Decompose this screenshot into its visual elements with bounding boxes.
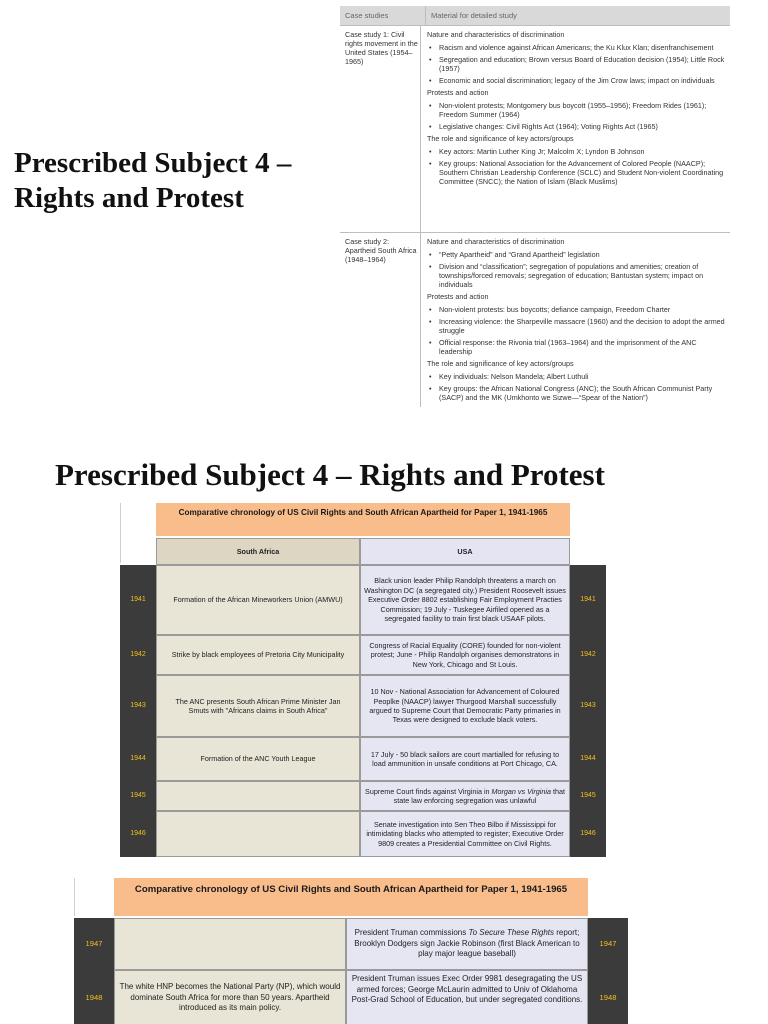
year-cell: 1944 xyxy=(570,737,606,781)
list-item: • Segregation and education; Brown versus Board of Education decision (1954); Little Rock (1957) xyxy=(427,55,726,73)
bullet-list xyxy=(427,372,726,402)
case-name: Morgan vs Virginia xyxy=(491,786,551,796)
case-study-label: Case study 2: Apartheid South Africa (1948–1964) xyxy=(340,233,421,407)
year-cell: 1942 xyxy=(570,635,606,675)
header-case-studies: Case studies xyxy=(340,6,426,25)
subheading: Nature and characteristics of discrimination xyxy=(427,237,565,246)
usa-event: 10 Nov - National Association for Advancement of Coloured Peoplke (NAACP) lawyer Thurgood Marshall successfully argued to Supreme Court that Democratic Party primaries in Texas were designed to exclude black voters. xyxy=(360,675,570,737)
list-item: • Economic and social discrimination; legacy of the Jim Crow laws; impact on individuals xyxy=(427,76,726,85)
list-item: • Non-violent protests: bus boycotts; defiance campaign, Freedom Charter xyxy=(427,305,726,314)
list-item: • “Petty Apartheid” and “Grand Apartheid” legislation xyxy=(427,250,726,259)
subheading: The role and significance of key actors/groups xyxy=(427,359,574,368)
year-cell: 1946 xyxy=(120,811,156,857)
year-cell: 1945 xyxy=(570,781,606,811)
case-study-material xyxy=(421,26,730,232)
list-item: • Division and “classification”; segregation of populations and amenities; creation of townships/forced removals; segregation of education; Bantustan system; impact on individuals xyxy=(427,262,726,289)
year-cell: 1948 xyxy=(74,970,114,1024)
year-cell: 1948 xyxy=(588,970,628,1024)
south-africa-event: Formation of the ANC Youth League xyxy=(156,737,360,781)
chronology-table-1 xyxy=(120,503,606,857)
slide2-title: Prescribed Subject 4 – Rights and Protest xyxy=(55,457,605,492)
usa-event xyxy=(346,918,588,970)
list-item: • Increasing violence: the Sharpeville massacre (1960) and the decision to adopt the armed struggle xyxy=(427,317,726,335)
subheading: The role and significance of key actors/groups xyxy=(427,134,574,143)
subheading: Protests and action xyxy=(427,88,489,97)
list-item: • Non-violent protests; Montgomery bus boycott (1955–1956); Freedom Rides (1961); Freedom Summer (1964) xyxy=(427,101,726,119)
list-item: • Key groups: the African National Congress (ANC); the South African Communist Party (SACP) and the MK (Umkhonto we Sizwe—“Spear of the Nation”) xyxy=(427,384,726,402)
year-cell: 1947 xyxy=(74,918,114,970)
year-cell: 1947 xyxy=(588,918,628,970)
south-africa-event xyxy=(156,781,360,811)
column-header-south-africa: South Africa xyxy=(156,538,360,565)
report-title: To Secure These Rights xyxy=(468,928,554,938)
case-study-label: Case study 1: Civil rights movement in the United States (1954–1965) xyxy=(340,26,421,232)
usa-event-text: that state law enforcing segregation was unlawful xyxy=(393,786,565,805)
usa-event-text: Supreme Court finds against Virginia in xyxy=(365,786,492,796)
list-item: • Key actors: Martin Luther King Jr; Malcolm X; Lyndon B Johnson xyxy=(427,147,726,156)
usa-event-text: report; Brooklyn Dodgers sign Jackie Robinson (first Black American to play major league baseball) xyxy=(354,928,580,959)
year-cell: 1943 xyxy=(120,675,156,737)
list-item: • Key groups: National Association for the Advancement of Colored People (NAACP); Southern Christian Leadership Conference (SCLC) and Student Non-violent Coordinating Committee (SNCC); the Nation of Islam (Black Muslims) xyxy=(427,159,726,186)
usa-event: President Truman issues Exec Order 9981 desegragating the US armed forces; George McLaurin admitted to Univ of Oklahoma Post-Grad School of Education, but under segregated conditions. xyxy=(346,970,588,1024)
year-cell: 1945 xyxy=(120,781,156,811)
year-cell: 1944 xyxy=(120,737,156,781)
usa-event-text: President Truman commissions xyxy=(354,928,469,938)
bullet-list xyxy=(427,101,726,131)
case-study-row xyxy=(340,233,730,407)
south-africa-event: The white HNP becomes the National Party (NP), which would dominate South Africa for more than 50 years. Apartheid introduced as its main policy. xyxy=(114,970,346,1024)
case-studies-table xyxy=(340,6,730,420)
year-cell: 1946 xyxy=(570,811,606,857)
chronology-table-2 xyxy=(74,878,628,1024)
list-item: • Racism and violence against African Americans; the Ku Klux Klan; disenfranchisement xyxy=(427,43,726,52)
bullet-list xyxy=(427,305,726,356)
case-studies-header xyxy=(340,6,730,26)
usa-event xyxy=(360,781,570,811)
chronology-title: Comparative chronology of US Civil Rights and South African Apartheid for Paper 1, 1941-1965 xyxy=(114,878,588,916)
chronology-title: Comparative chronology of US Civil Rights and South African Apartheid for Paper 1, 1941-1965 xyxy=(156,503,570,536)
list-item: • Key individuals: Nelson Mandela; Albert Luthuli xyxy=(427,372,726,381)
south-africa-event: Strike by black employees of Pretoria City Municipality xyxy=(156,635,360,675)
column-header-usa: USA xyxy=(360,538,570,565)
header-material: Material for detailed study xyxy=(431,11,517,20)
south-africa-event: Formation of the African Mineworkers Union (AMWU) xyxy=(156,565,360,635)
usa-event: Congress of Racial Equality (CORE) founded for non-violent protest; June - Philip Randolph organises demonstratons in New York, Chicago and St Louis. xyxy=(360,635,570,675)
year-cell: 1941 xyxy=(120,565,156,635)
bullet-list xyxy=(427,250,726,289)
usa-event: Black union leader Philip Randolph threatens a march on Washington DC (a segregated city.) President Roosevelt issues Executive Order 8802 establishing Fair Employment Practies Commission; 19 July - Tuskegee Airfiled opened as a segregated facility to train first black USAAF pilots. xyxy=(360,565,570,635)
south-africa-event xyxy=(114,918,346,970)
year-cell: 1941 xyxy=(570,565,606,635)
south-africa-event xyxy=(156,811,360,857)
bullet-list xyxy=(427,43,726,85)
subheading: Protests and action xyxy=(427,292,489,301)
list-item: • Official response: the Rivonia trial (1963–1964) and the imprisonment of the ANC leadership xyxy=(427,338,726,356)
bullet-list xyxy=(427,147,726,186)
list-item: • Legislative changes: Civil Rights Act (1964); Voting Rights Act (1965) xyxy=(427,122,726,131)
usa-event: 17 July - 50 black sailors are court martialled for refusing to load ammunition in unsafe conditions at Port Chicago, CA. xyxy=(360,737,570,781)
usa-event: Senate investigation into Sen Theo Bilbo if Mississippi for intimidating blacks who attempted to register; Executive Order 9809 creates a Presidential Committee on Civil Rights. xyxy=(360,811,570,857)
case-study-material xyxy=(421,233,730,407)
year-cell: 1942 xyxy=(120,635,156,675)
slide1-title: Prescribed Subject 4 – Rights and Protest xyxy=(14,147,292,214)
south-africa-event: The ANC presents South African Prime Minister Jan Smuts with "Africans claims in South Africa" xyxy=(156,675,360,737)
year-cell: 1943 xyxy=(570,675,606,737)
subheading: Nature and characteristics of discrimination xyxy=(427,30,565,39)
case-study-row xyxy=(340,26,730,233)
